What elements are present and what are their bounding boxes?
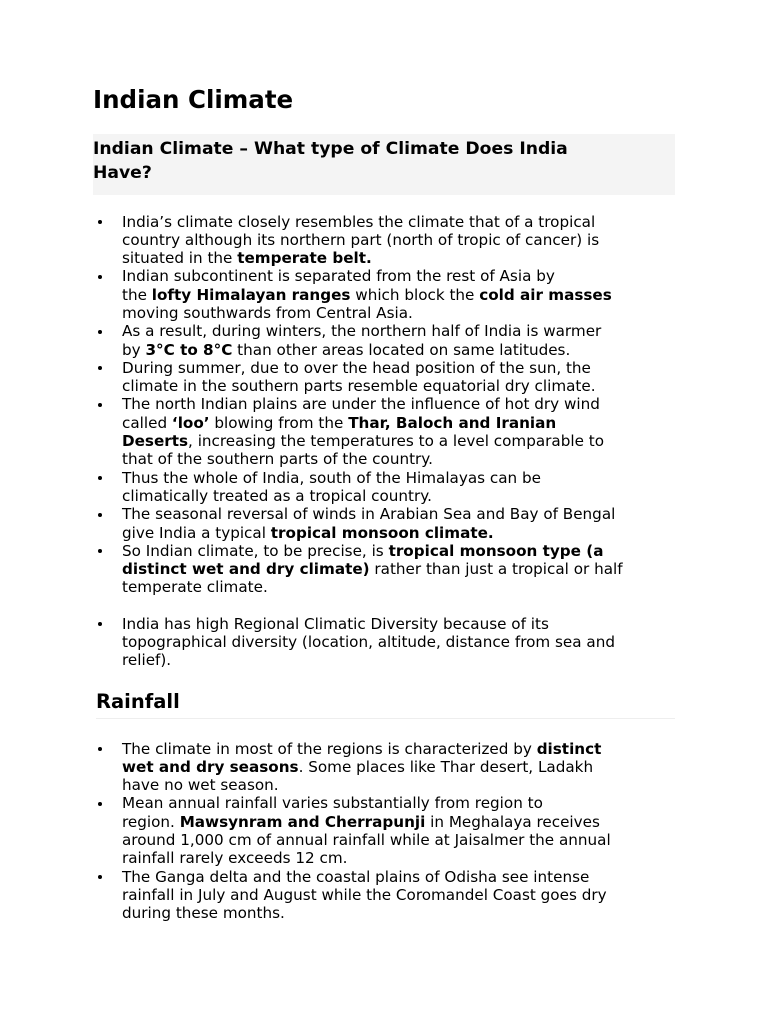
climate-bullet-list bbox=[93, 213, 683, 670]
list-item: India has high Regional Climatic Diversity because of its topographical diversity (location, altitude, distance from sea and relief). bbox=[93, 615, 683, 670]
list-item: India’s climate closely resembles the climate that of a tropical country although its northern part (north of tropic of cancer) is situated in the temperate belt. bbox=[93, 213, 683, 268]
page-title: Indian Climate bbox=[93, 85, 294, 114]
list-item: Mean annual rainfall varies substantially from region to region. Mawsynram and Cherrapunji in Meghalaya receives around 1,000 cm of annual rainfall while at Jaisalmer the annual rainfall rarely exceeds 12 cm. bbox=[93, 794, 683, 867]
section-divider bbox=[96, 718, 675, 719]
list-item: The north Indian plains are under the influence of hot dry wind called ‘loo’ blowing from the Thar, Baloch and Iranian Deserts, increasing the temperatures to a level comparable to that of the southern parts of the country. bbox=[93, 395, 683, 468]
list-item: The Ganga delta and the coastal plains of Odisha see intense rainfall in July and August while the Coromandel Coast goes dry during these months. bbox=[93, 868, 683, 923]
list-item: The seasonal reversal of winds in Arabian Sea and Bay of Bengal give India a typical tropical monsoon climate. bbox=[93, 505, 683, 542]
list-item: The climate in most of the regions is characterized by distinct wet and dry seasons. Some places like Thar desert, Ladakh have no wet season. bbox=[93, 740, 683, 795]
list-item: So Indian climate, to be precise, is tropical monsoon type (a distinct wet and dry climate) rather than just a tropical or half temperate climate. bbox=[93, 542, 683, 597]
subheading bbox=[93, 134, 675, 185]
rainfall-bullet-list bbox=[93, 740, 683, 923]
subheading-line-2: Have? bbox=[93, 163, 152, 183]
subheading-line-1: Indian Climate – What type of Climate Does India bbox=[93, 139, 568, 159]
list-item: Indian subcontinent is separated from the rest of Asia by the lofty Himalayan ranges which block the cold air masses moving southwards from Central Asia. bbox=[93, 267, 683, 322]
list-item: Thus the whole of India, south of the Himalayas can be climatically treated as a tropical country. bbox=[93, 469, 683, 506]
subheading-box bbox=[93, 134, 675, 195]
rainfall-heading: Rainfall bbox=[96, 690, 180, 713]
list-item: During summer, due to over the head position of the sun, the climate in the southern parts resemble equatorial dry climate. bbox=[93, 359, 683, 396]
list-item: As a result, during winters, the northern half of India is warmer by 3°C to 8°C than other areas located on same latitudes. bbox=[93, 322, 683, 359]
